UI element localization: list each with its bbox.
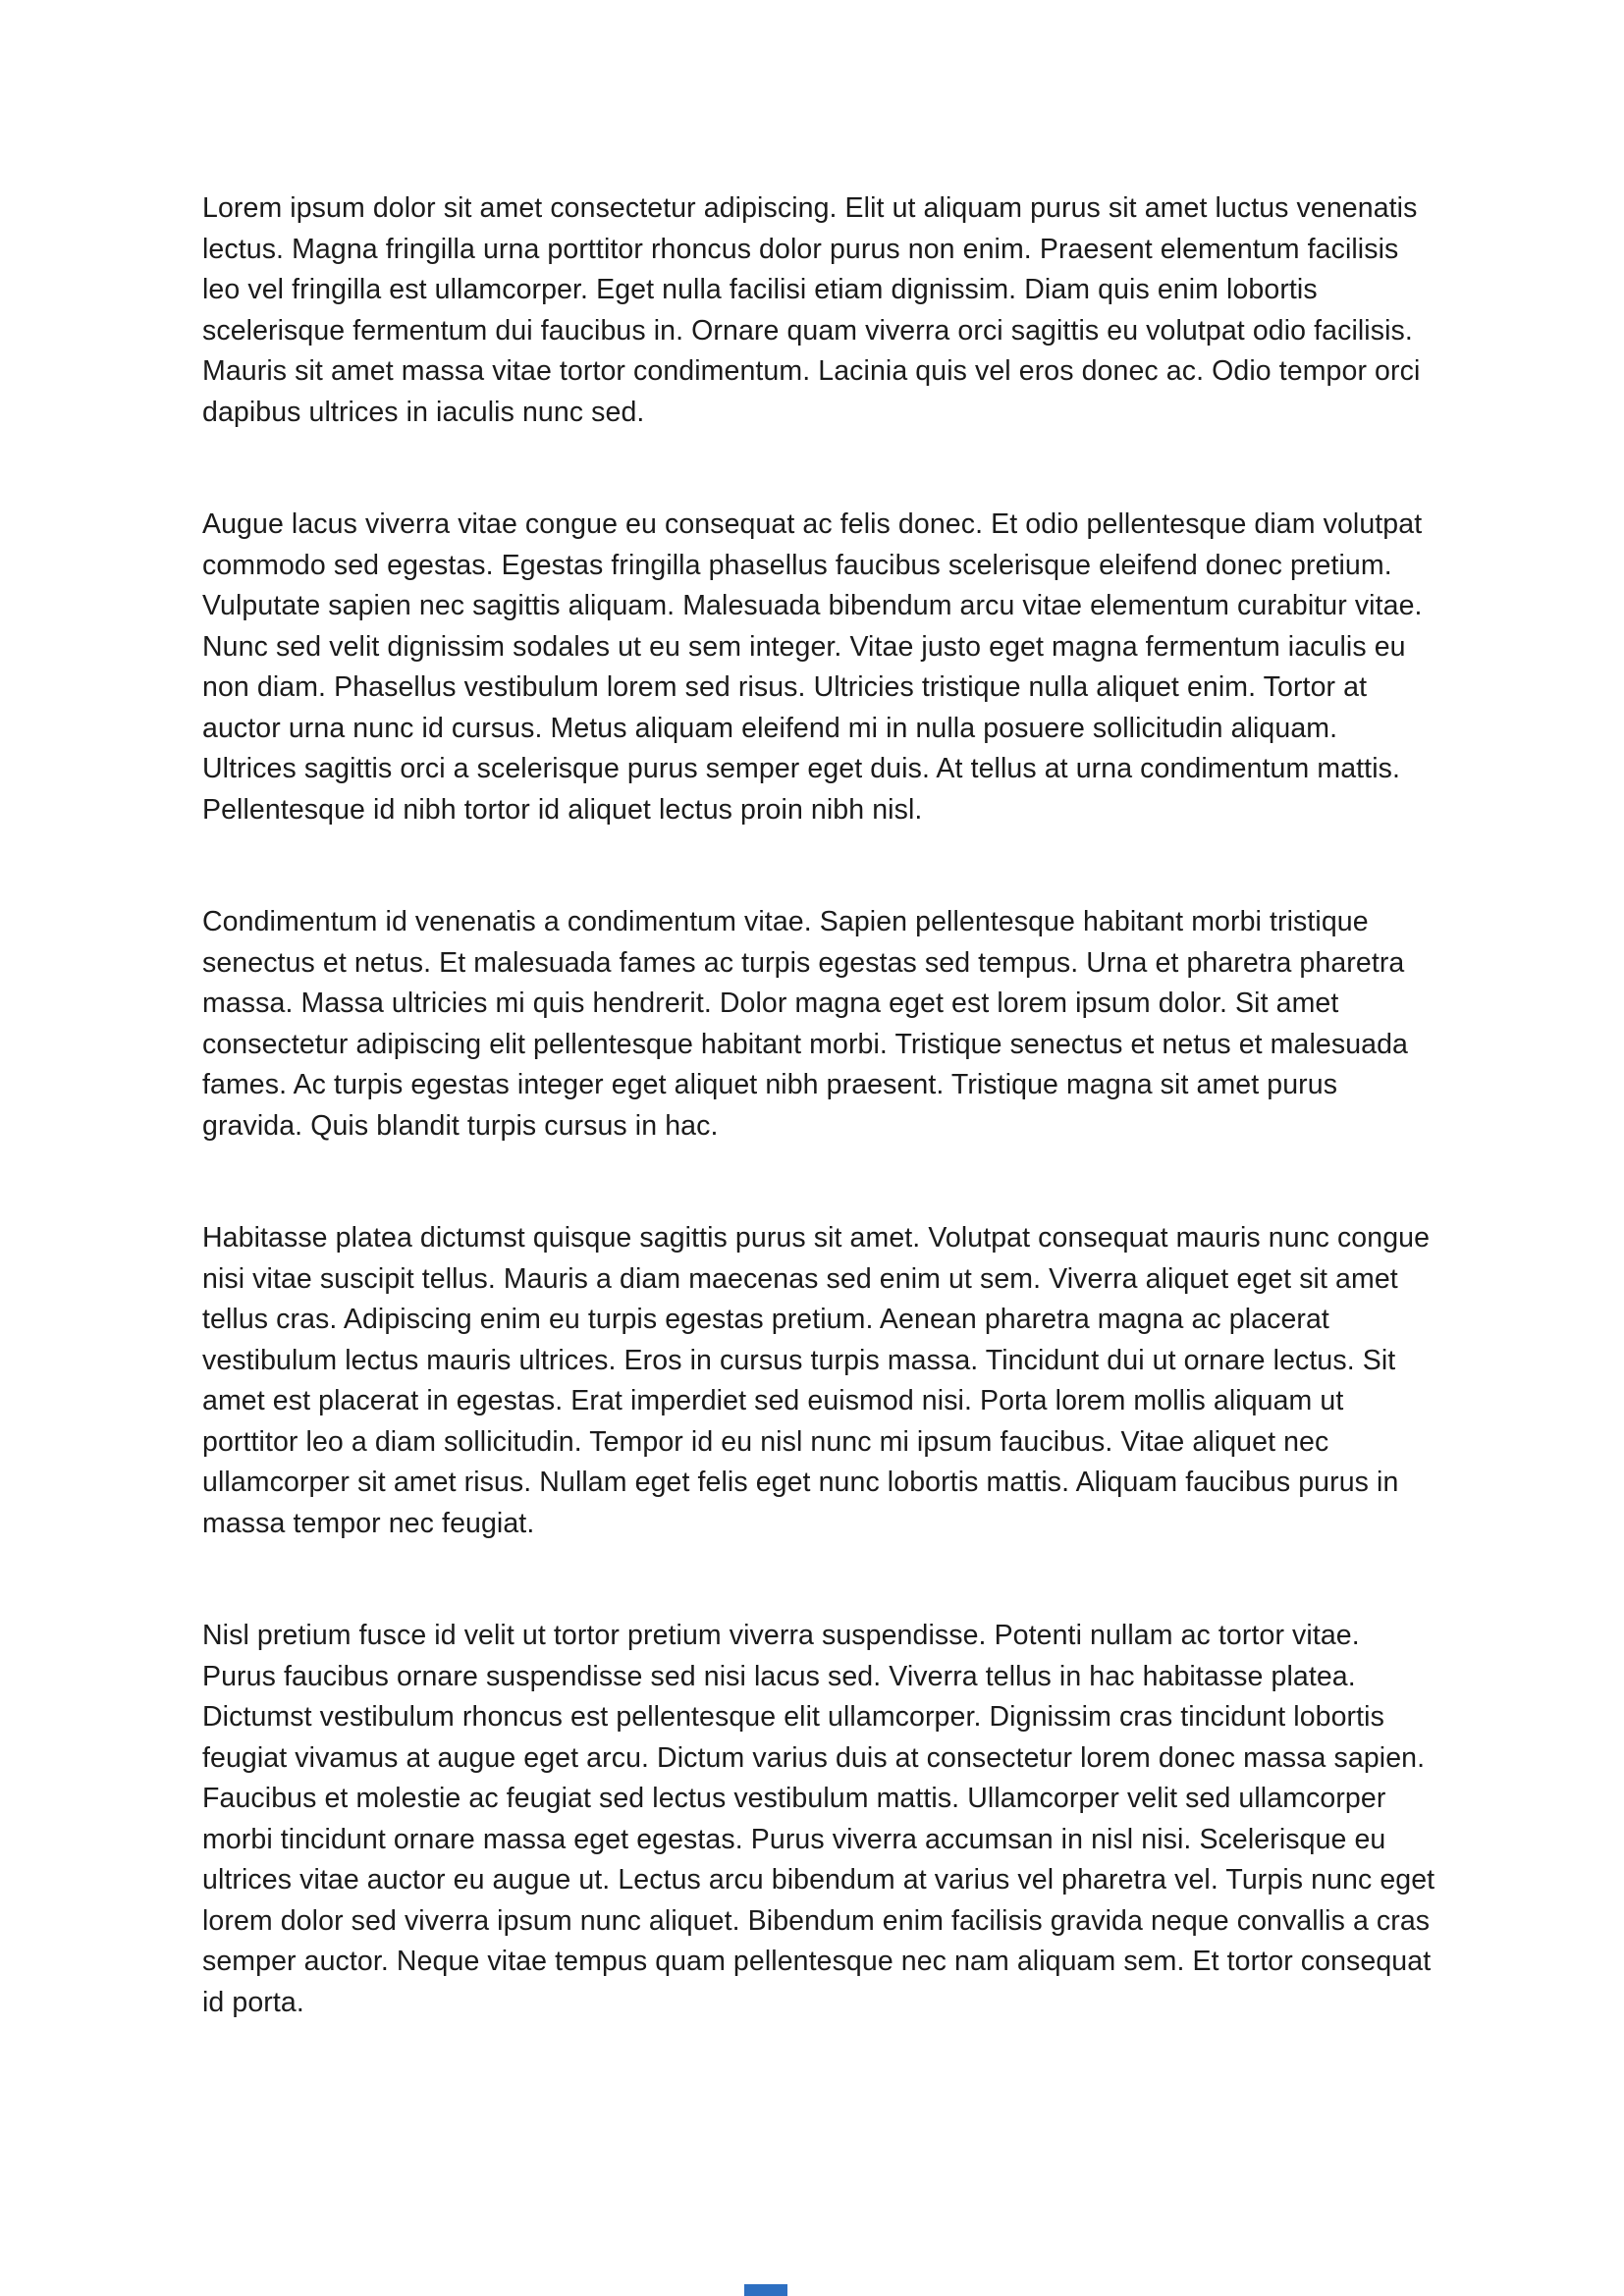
- taskbar-icon-fragment[interactable]: [744, 2284, 787, 2296]
- document-paragraph: Condimentum id venenatis a condimentum vitae. Sapien pellentesque habitant morbi tristique senectus et netus. Et malesuada fames ac turpis egestas sed tempus. Urna et pharetra pharetra massa. Massa ultricies mi quis hendrerit. Dolor magna eget est lorem ipsum dolor. Sit amet consectetur adipiscing elit pellentesque habitant morbi. Tristique senectus et netus et malesuada fames. Ac turpis egestas integer eget aliquet nibh praesent. Tristique magna sit amet purus gravida. Quis blandit turpis cursus in hac.: [202, 906, 1409, 1142]
- document-paragraph: Habitasse platea dictumst quisque sagittis purus sit amet. Volutpat consequat mauris nunc congue nisi vitae suscipit tellus. Mauris a diam maecenas sed enim ut sem. Viverra aliquet eget sit amet tellus cras. Adipiscing enim eu turpis egestas pretium. Aenean pharetra magna ac placerat vestibulum lectus mauris ultrices. Eros in cursus turpis massa. Tincidunt dui ut ornare lectus. Sit amet est placerat in egestas. Erat imperdiet sed euismod nisi. Porta lorem mollis aliquam ut porttitor leo a diam sollicitudin. Tempor id eu nisl nunc mi ipsum faucibus. Vitae aliquet nec ullamcorper sit amet risus. Nullam eget felis eget nunc lobortis mattis. Aliquam faucibus purus in massa tempor nec feugiat.: [202, 1222, 1431, 1539]
- document-paragraph: Nisl pretium fusce id velit ut tortor pretium viverra suspendisse. Potenti nullam ac tortor vitae. Purus faucibus ornare suspendisse sed nisi lacus sed. Viverra tellus in hac habitasse platea. Dictumst vestibulum rhoncus est pellentesque elit ullamcorper. Dignissim cras tincidunt lobortis feugiat vivamus at augue eget arcu. Dictum varius duis at consectetur lorem donec massa sapien. Faucibus et molestie ac feugiat sed lectus vestibulum mattis. Ullamcorper velit sed ullamcorper morbi tincidunt ornare massa eget egestas. Purus viverra accumsan in nisl nisi. Scelerisque eu ultrices vitae auctor eu augue ut. Lectus arcu bibendum at varius vel pharetra vel. Turpis nunc eget lorem dolor sed viverra ipsum nunc aliquet. Bibendum enim facilisis gravida neque convallis a cras semper auctor. Neque vitae tempus quam pellentesque nec nam aliquam sem. Et tortor consequat id porta.: [202, 1620, 1435, 2018]
- document-body: [202, 188, 1435, 2095]
- document-paragraph: Lorem ipsum dolor sit amet consectetur adipiscing. Elit ut aliquam purus sit amet luctus venenatis lectus. Magna fringilla urna porttitor rhoncus dolor purus non enim. Praesent elementum facilisis leo vel fringilla est ullamcorper. Eget nulla facilisi etiam dignissim. Diam quis enim lobortis scelerisque fermentum dui faucibus in. Ornare quam viverra orci sagittis eu volutpat odio facilisis. Mauris sit amet massa vitae tortor condimentum. Lacinia quis vel eros donec ac. Odio tempor orci dapibus ultrices in iaculis nunc sed.: [202, 192, 1421, 428]
- document-paragraph: Augue lacus viverra vitae congue eu consequat ac felis donec. Et odio pellentesque diam volutpat commodo sed egestas. Egestas fringilla phasellus faucibus scelerisque eleifend donec pretium. Vulputate sapien nec sagittis aliquam. Malesuada bibendum arcu vitae elementum curabitur vitae. Nunc sed velit dignissim sodales ut eu sem integer. Vitae justo eget magna fermentum iaculis eu non diam. Phasellus vestibulum lorem sed risus. Ultricies tristique nulla aliquet enim. Tortor at auctor urna nunc id cursus. Metus aliquam eleifend mi in nulla posuere sollicitudin aliquam. Ultrices sagittis orci a scelerisque purus semper eget duis. At tellus at urna condimentum mattis. Pellentesque id nibh tortor id aliquet lectus proin nibh nisl.: [202, 508, 1423, 826]
